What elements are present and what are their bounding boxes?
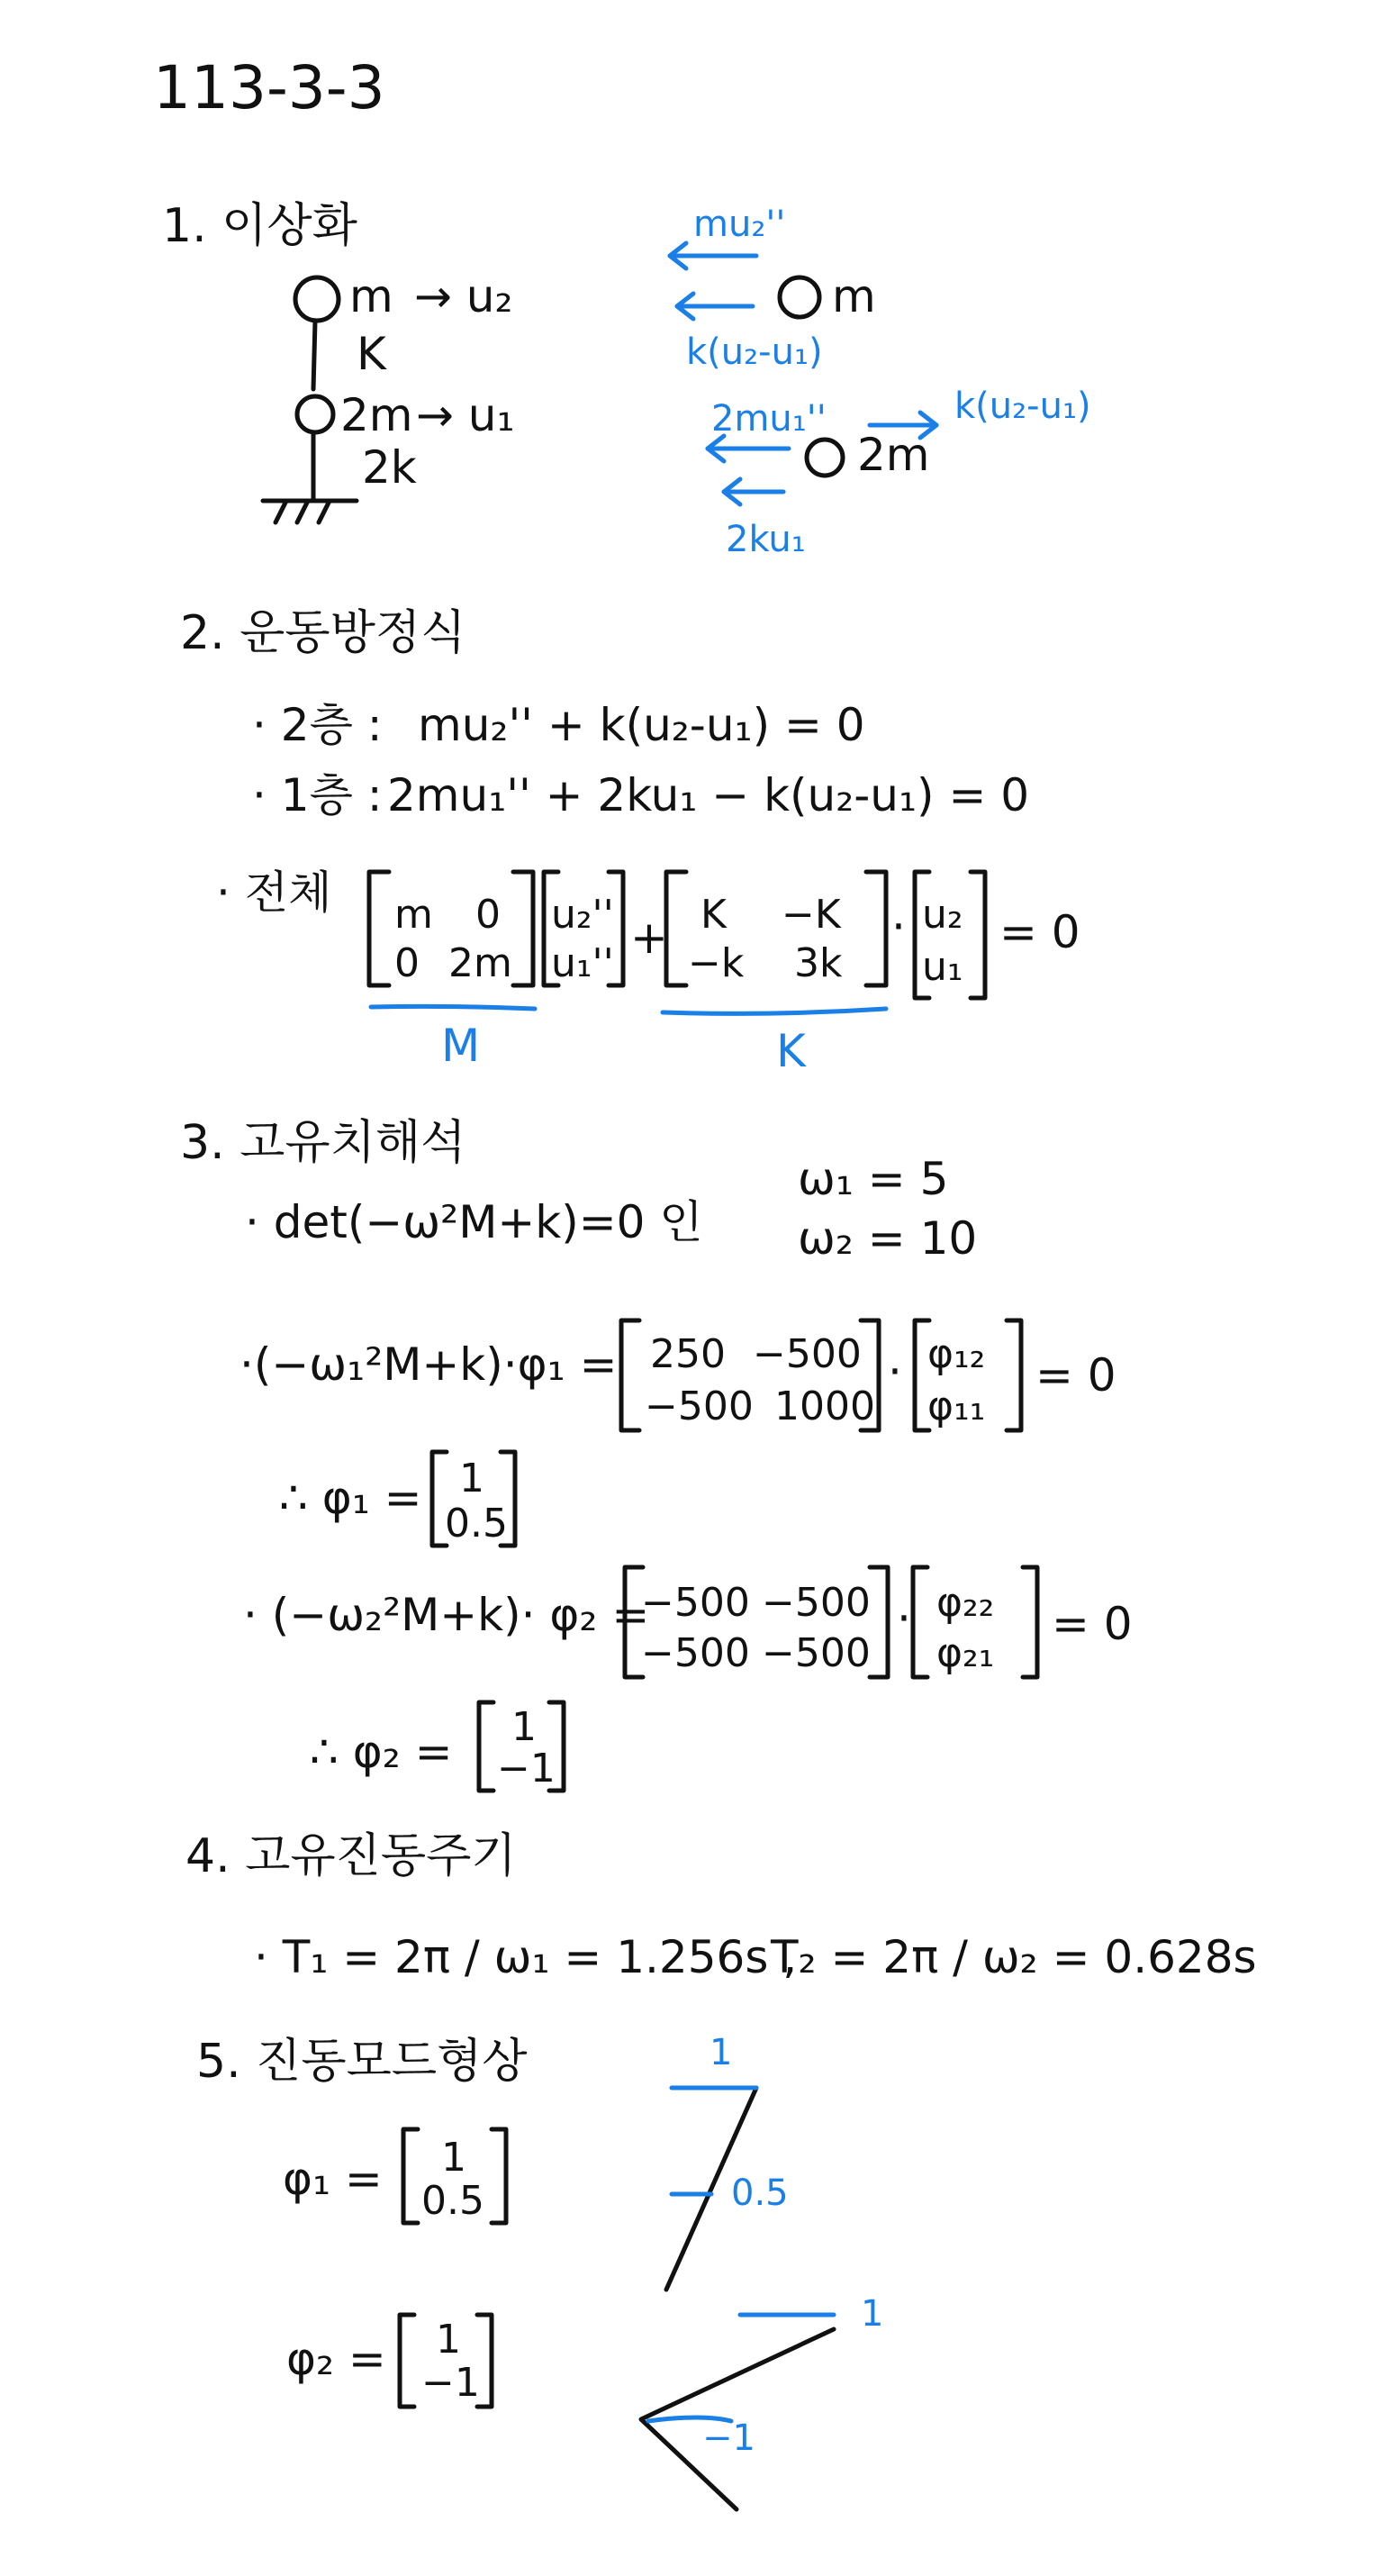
mode1-matrix-cell: −500: [753, 1331, 862, 1377]
stiffness-matrix-cell: K: [701, 892, 727, 938]
mode2-matrix-cell: −500: [641, 1580, 750, 1626]
mode1-equals-zero: = 0: [1035, 1349, 1116, 1401]
fbd-bottom-mass-label: 2m: [857, 429, 930, 481]
mode1-vector-right-bracket: [1007, 1320, 1021, 1430]
mode2-shape: [286, 2293, 883, 2509]
phi1-result: [279, 1452, 515, 1547]
fbd-bottom-mass-circle: [807, 440, 843, 476]
phi1-label: φ₁ =: [283, 2153, 383, 2205]
disp-vector-right-bracket: [971, 872, 985, 998]
period-2: T₂ = 2π / ω₂ = 0.628s: [771, 1931, 1257, 1983]
mode2-equals-zero: = 0: [1052, 1598, 1133, 1650]
fbd-bottom-spring-right-label: k(u₂-u₁): [954, 385, 1091, 427]
mode2-lhs: · (−ω₂²M+k)· φ₂ =: [243, 1589, 650, 1641]
mass-bottom-circle: [297, 396, 333, 432]
phi1-left-bracket: [403, 2129, 418, 2223]
mass-matrix-cell: 0: [394, 940, 420, 986]
mass-matrix-cell: m: [394, 892, 433, 938]
omega1-value: ω₁ = 5: [798, 1153, 949, 1205]
mass-top-label: m: [349, 270, 393, 322]
fbd-bottom-spring-left-label: 2ku₁: [726, 519, 806, 560]
page-title: 113-3-3: [153, 53, 385, 122]
stiffness-matrix-label: K: [776, 1025, 806, 1077]
det-equation: · det(−ω²M+k)=0 인: [245, 1196, 703, 1248]
mode2-vector-left-bracket: [913, 1567, 927, 1677]
floor1-label: · 1층 :: [252, 769, 383, 821]
mode1-lhs: ·(−ω₁²M+k)·φ₁ =: [240, 1338, 618, 1391]
section-2-heading: 2. 운동방정식: [180, 606, 466, 660]
mode1-matrix-cell: −500: [645, 1383, 754, 1429]
fbd-top-mass-label: m: [832, 270, 876, 322]
mode2-top-label: 1: [861, 2293, 884, 2335]
ground-hatch-3: [319, 501, 330, 522]
dot-operator: ·: [891, 901, 906, 953]
phi2-label: φ₂ =: [286, 2333, 386, 2385]
stiffness-matrix-underline: [663, 1009, 886, 1013]
floor2-label: · 2층 :: [252, 699, 383, 751]
mass-matrix-cell: 0: [475, 892, 501, 938]
disp-top-label: → u₂: [414, 270, 513, 322]
mode2-dot: ·: [897, 1592, 911, 1645]
floor1-equation: 2mu₁'' + 2ku₁ − k(u₂-u₁) = 0: [387, 769, 1030, 821]
free-body-diagram: [670, 204, 1091, 560]
matrix-equation: [216, 866, 1080, 1077]
plus-sign: +: [630, 912, 668, 964]
disp-bottom-label: → u₁: [416, 389, 515, 441]
stiffness-matrix-right-bracket: [866, 872, 886, 985]
mode2-vector-cell: φ₂₁: [936, 1630, 995, 1676]
disp-vector-cell: u₂: [922, 892, 963, 938]
phi2-result-cell: −1: [497, 1746, 556, 1791]
phi1-result-cell: 0.5: [445, 1501, 508, 1547]
phi2-cell: −1: [421, 2360, 480, 2406]
whole-label: · 전체: [216, 866, 332, 919]
disp-vector-cell: u₁: [922, 944, 963, 990]
mode2-mid-label: −1: [702, 2417, 755, 2459]
mode2-matrix-cell: −500: [762, 1630, 871, 1676]
mode1-mid-label: 0.5: [731, 2172, 789, 2214]
mass-bottom-label: 2m: [340, 389, 413, 441]
mode2-equation: [243, 1567, 1133, 1677]
mode1-vector-cell: φ₁₁: [927, 1383, 986, 1429]
section-1-heading: 1. 이상화: [162, 199, 357, 253]
fbd-top-mass-circle: [780, 277, 819, 317]
fbd-bottom-inertia-label: 2mu₁'': [711, 398, 827, 440]
acc-vector-cell: u₁'': [551, 940, 614, 986]
mass-matrix-cell: 2m: [448, 940, 512, 986]
mode1-top-label: 1: [710, 2032, 733, 2073]
acc-vector-cell: u₂'': [551, 892, 614, 938]
stiffness-matrix-cell: −k: [688, 940, 745, 986]
mass-matrix-underline: [371, 1006, 535, 1009]
fbd-top-inertia-label: mu₂'': [693, 204, 786, 245]
mass-matrix-right-bracket: [513, 872, 533, 985]
mode1-matrix-cell: 1000: [774, 1383, 875, 1429]
mode1-dot: ·: [888, 1346, 902, 1398]
phi2-result-left-bracket: [479, 1702, 493, 1791]
period-1: · T₁ = 2π / ω₁ = 1.256s ,: [254, 1931, 798, 1983]
phi2-result-cell: 1: [511, 1704, 537, 1750]
stiffness-matrix-cell: 3k: [794, 940, 843, 986]
ground-hatch-1: [276, 501, 286, 522]
mode1-equation: [240, 1320, 1116, 1430]
ground-hatch-2: [297, 501, 308, 522]
mass-matrix-label: M: [441, 1020, 481, 1072]
fbd-top-spring-label: k(u₂-u₁): [686, 331, 823, 373]
phi1-result-cell: 1: [459, 1456, 484, 1501]
phi1-result-label: ∴ φ₁ =: [279, 1472, 422, 1524]
section-3-heading: 3. 고유치해석: [180, 1116, 466, 1170]
idealized-model: [263, 270, 515, 522]
phi1-right-bracket: [492, 2129, 506, 2223]
equals-zero: = 0: [999, 906, 1080, 958]
mass-matrix-left-bracket: [369, 872, 389, 985]
stiffness-matrix-left-bracket: [666, 872, 686, 985]
mode1-vector-cell: φ₁₂: [927, 1331, 986, 1377]
mode2-matrix-cell: −500: [762, 1580, 871, 1626]
mode2-matrix-cell: −500: [641, 1630, 750, 1676]
floor2-equation: mu₂'' + k(u₂-u₁) = 0: [418, 699, 865, 751]
phi2-left-bracket: [400, 2315, 414, 2407]
section-5-heading: 5. 진동모드형상: [196, 2035, 528, 2089]
phi1-cell: 0.5: [421, 2178, 484, 2224]
mode1-matrix-left-bracket: [621, 1320, 639, 1430]
mode2-matrix-right-bracket: [870, 1567, 888, 1677]
stiffness-matrix-cell: −K: [782, 892, 841, 938]
phi2-result-label: ∴ φ₂ =: [310, 1726, 453, 1778]
phi2-result: [310, 1702, 564, 1791]
mode1-matrix-cell: 250: [650, 1331, 726, 1377]
spring-top-label: K: [357, 328, 386, 380]
phi1-cell: 1: [441, 2135, 466, 2181]
phi2-cell: 1: [436, 2317, 461, 2363]
section-4-heading: 4. 고유진동주기: [185, 1829, 517, 1883]
mode2-vector-right-bracket: [1023, 1567, 1037, 1677]
column-upper: [313, 321, 315, 389]
mode2-vector-cell: φ₂₂: [936, 1580, 995, 1626]
mass-top-circle: [295, 277, 339, 321]
omega2-value: ω₂ = 10: [798, 1212, 978, 1265]
spring-bottom-label: 2k: [362, 441, 417, 494]
